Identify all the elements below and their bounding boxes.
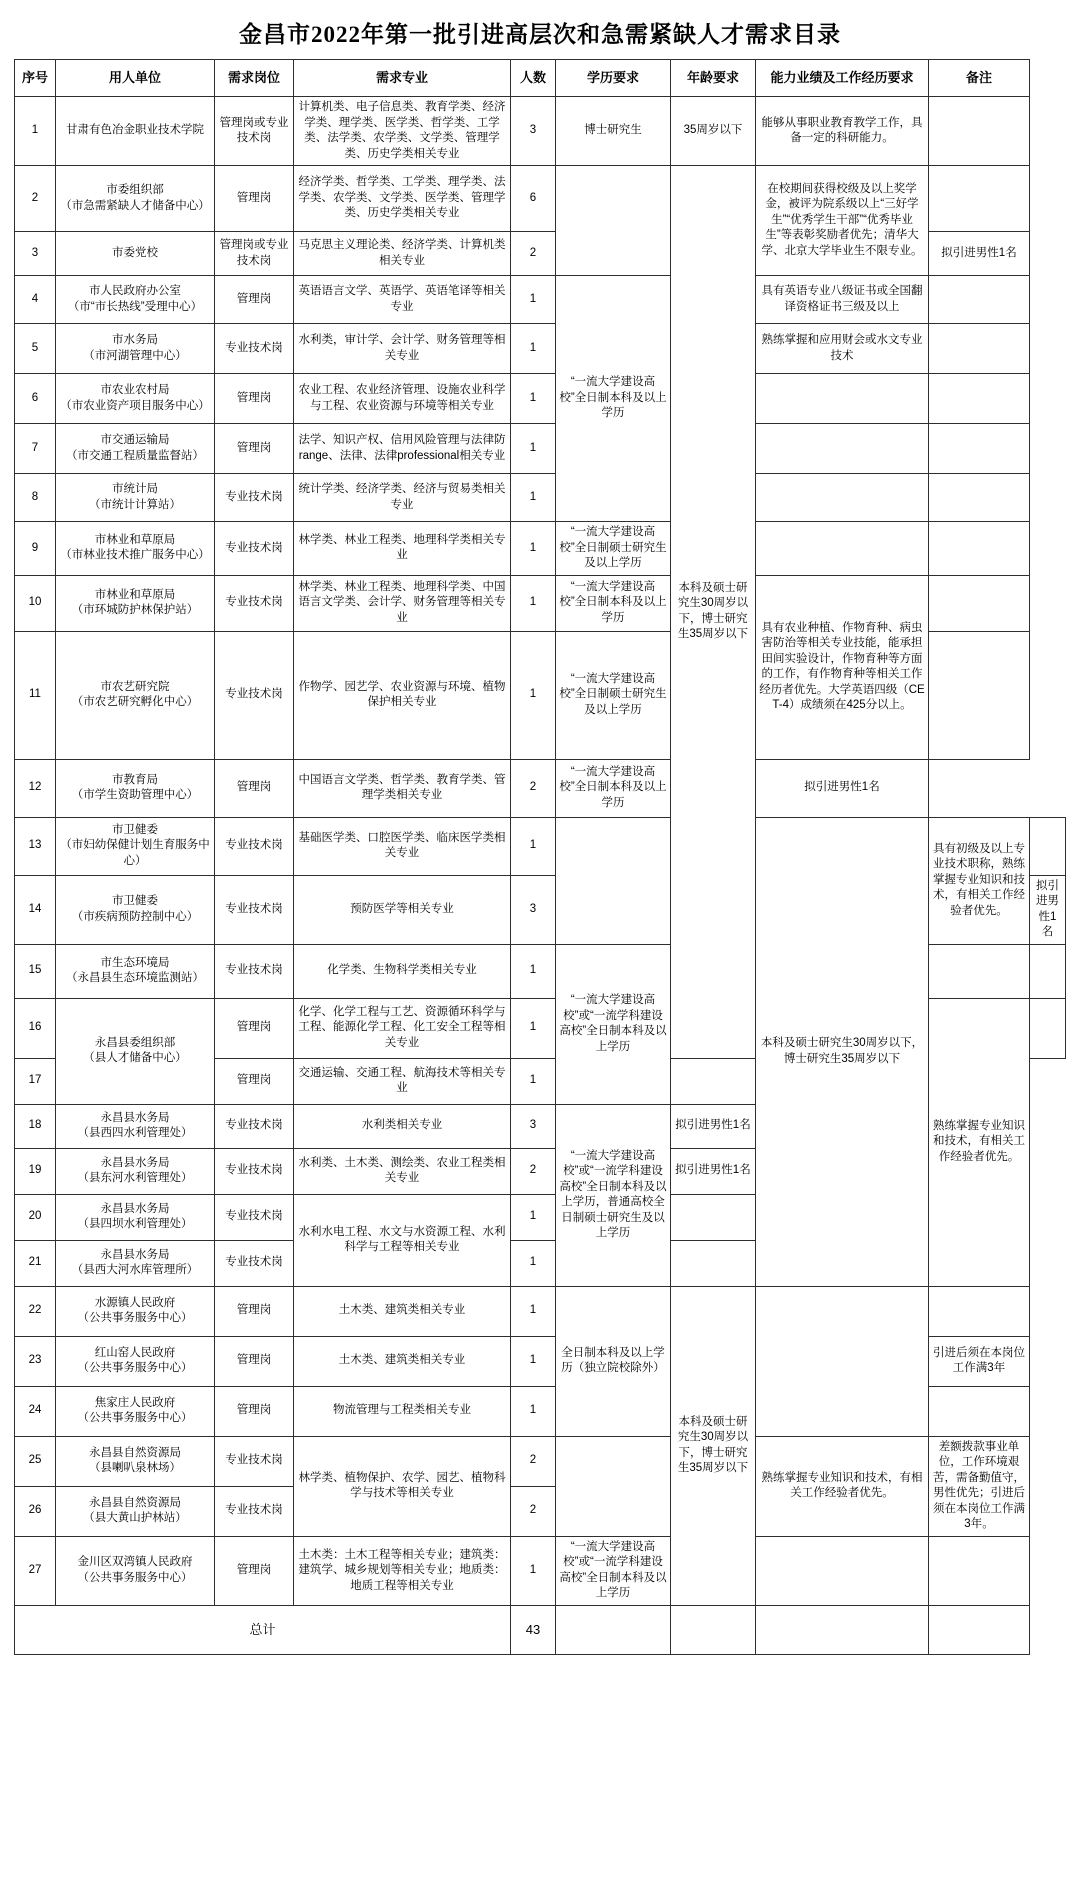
unit-subname: （市农业资产项目服务中心） [60, 399, 210, 412]
cell-major: 经济学类、哲学类、工学类、理学类、法学类、农学类、文学类、医学类、管理学类、历史学类相关专业 [294, 166, 511, 232]
cell-ability [929, 944, 1030, 998]
cell-count: 2 [511, 1486, 556, 1536]
unit-name: 市农艺研究院 [100, 680, 170, 693]
table-row [15, 276, 1066, 324]
cell-post: 专业技术岗 [215, 1104, 294, 1148]
unit-subname: （市环城防护林保护站） [71, 604, 199, 617]
cell-note [929, 1286, 1030, 1336]
cell-post: 专业技术岗 [215, 817, 294, 875]
cell-count: 1 [511, 1240, 556, 1286]
cell-note [929, 166, 1030, 232]
cell-post: 专业技术岗 [215, 1148, 294, 1194]
cell-note: 拟引进男性1名 [756, 759, 929, 817]
cell-unit [56, 1286, 215, 1336]
cell-ability [756, 374, 929, 424]
cell-note: 拟引进男性1名 [929, 232, 1030, 276]
cell-post: 专业技术岗 [215, 1240, 294, 1286]
unit-name: 永昌县自然资源局 [89, 1496, 181, 1509]
unit-name: 永昌县水务局 [100, 1111, 170, 1124]
cell-major: 预防医学等相关专业 [294, 875, 511, 944]
cell-post: 管理岗 [215, 998, 294, 1058]
cell-education: 博士研究生 [556, 97, 671, 166]
cell-ability: 熟练掌握和应用财会或水文专业技术 [756, 324, 929, 374]
cell-post: 管理岗 [215, 1058, 294, 1104]
cell-major: 基础医学类、口腔医学类、临床医学类相关专业 [294, 817, 511, 875]
cell-count: 1 [511, 1336, 556, 1386]
cell-post: 管理岗 [215, 1286, 294, 1336]
cell-major: 水利类相关专业 [294, 1104, 511, 1148]
total-note [929, 1605, 1030, 1654]
cell-note [1030, 817, 1066, 875]
table-body [15, 97, 1066, 1655]
cell-education-merged [556, 166, 671, 276]
cell-count: 1 [511, 1058, 556, 1104]
cell-education-merged [556, 817, 671, 944]
table-row [15, 817, 1066, 875]
cell-index: 12 [15, 759, 56, 817]
header-unit: 用人单位 [56, 60, 215, 97]
cell-unit [56, 759, 215, 817]
unit-subname: （市“市长热线”受理中心） [67, 300, 203, 313]
cell-unit [56, 1486, 215, 1536]
cell-education: “一流大学建设高校”全日制本科及以上学历 [556, 575, 671, 631]
unit-name: 市农业农村局 [100, 384, 170, 397]
cell-education: “一流大学建设高校”全日制本科及以上学历 [556, 759, 671, 817]
cell-index: 7 [15, 424, 56, 474]
cell-ability-merged: 熟练掌握专业知识和技术，有相关工作经验者优先。 [756, 1436, 929, 1536]
cell-unit [56, 1240, 215, 1286]
cell-note [1030, 944, 1066, 998]
cell-major: 作物学、园艺学、农业资源与环境、植物保护相关专业 [294, 631, 511, 759]
cell-note [671, 1240, 756, 1286]
cell-post: 管理岗 [215, 1336, 294, 1386]
cell-index: 10 [15, 575, 56, 631]
cell-major: 英语语言文学、英语学、英语笔译等相关专业 [294, 276, 511, 324]
cell-index: 8 [15, 474, 56, 522]
unit-name: 市统计局 [112, 483, 158, 496]
cell-major: 土木类、建筑类相关专业 [294, 1336, 511, 1386]
page-title: 金昌市2022年第一批引进高层次和急需紧缺人才需求目录 [239, 22, 841, 47]
table-row [15, 97, 1066, 166]
cell-count: 2 [511, 759, 556, 817]
cell-note [929, 575, 1030, 631]
unit-subname: （市统计计算站） [89, 498, 181, 511]
header-ability: 能力业绩及工作经历要求 [756, 60, 929, 97]
cell-post: 专业技术岗 [215, 324, 294, 374]
unit-name: 永昌县自然资源局 [89, 1446, 181, 1459]
cell-note: 拟引进男性1名 [671, 1148, 756, 1194]
cell-unit [56, 817, 215, 875]
cell-unit [56, 875, 215, 944]
cell-ability: 在校期间获得校级及以上奖学金，被评为院系级以上“三好学生”“优秀学生干部”“优秀毕业生”等表彰奖励者优先；清华大学、北京大学毕业生不限专业。 [756, 166, 929, 276]
unit-subname: （县东河水利管理处） [77, 1172, 193, 1185]
table-row [15, 374, 1066, 424]
cell-note [929, 631, 1030, 759]
unit-name: 永昌县水务局 [100, 1156, 170, 1169]
total-ability [756, 1605, 929, 1654]
cell-unit-merged [56, 998, 215, 1104]
unit-name: 市卫健委 [112, 823, 158, 836]
cell-ability [756, 424, 929, 474]
cell-index: 27 [15, 1536, 56, 1605]
cell-post: 专业技术岗 [215, 1436, 294, 1486]
cell-count: 1 [511, 474, 556, 522]
unit-subname: （县西四水利管理处） [77, 1127, 193, 1140]
unit-name: 市教育局 [112, 773, 158, 786]
unit-name: 市林业和草原局 [94, 533, 176, 546]
cell-post: 专业技术岗 [215, 1486, 294, 1536]
header-age: 年龄要求 [671, 60, 756, 97]
cell-index: 11 [15, 631, 56, 759]
cell-post: 管理岗 [215, 276, 294, 324]
unit-name: 永昌县水务局 [100, 1248, 170, 1261]
cell-count: 1 [511, 522, 556, 576]
cell-major: 农业工程、农业经济管理、设施农业科学与工程、农业资源与环境等相关专业 [294, 374, 511, 424]
table-row [15, 522, 1066, 576]
cell-unit [56, 1536, 215, 1605]
cell-note [929, 324, 1030, 374]
cell-count: 1 [511, 1286, 556, 1336]
cell-ability-merged [756, 1286, 929, 1436]
cell-unit [56, 631, 215, 759]
cell-note [929, 522, 1030, 576]
cell-index: 4 [15, 276, 56, 324]
cell-count: 1 [511, 424, 556, 474]
header-education: 学历要求 [556, 60, 671, 97]
cell-note [1030, 998, 1066, 1058]
unit-name: 市林业和草原局 [94, 588, 176, 601]
cell-note [929, 97, 1030, 166]
unit-name: 永昌县水务局 [100, 1202, 170, 1215]
unit-subname: （公共事务服务中心） [77, 1412, 193, 1425]
table-row [15, 424, 1066, 474]
cell-unit [56, 166, 215, 232]
cell-major: 土木类、建筑类相关专业 [294, 1286, 511, 1336]
unit-subname: （市农艺研究孵化中心） [71, 696, 199, 709]
cell-unit [56, 324, 215, 374]
header-post: 需求岗位 [215, 60, 294, 97]
cell-ability [756, 1536, 929, 1605]
unit-subname: （市疾病预防控制中心） [71, 910, 199, 923]
unit-name: 红山窑人民政府 [94, 1346, 176, 1359]
cell-count: 1 [511, 1536, 556, 1605]
unit-name: 焦家庄人民政府 [94, 1396, 176, 1409]
header-row [15, 60, 1066, 97]
cell-count: 3 [511, 1104, 556, 1148]
cell-age-merged: 本科及硕士研究生30周岁以下，博士研究生35周岁以下 [756, 817, 929, 1286]
cell-education-merged: “一流大学建设高校”全日制本科及以上学历 [556, 276, 671, 522]
cell-unit [56, 97, 215, 166]
cell-education-merged [556, 1436, 671, 1536]
cell-major: 计算机类、电子信息类、教育学类、经济学类、理学类、医学类、哲学类、工学类、法学类、农学类、文学类、管理学类、历史学类相关专业 [294, 97, 511, 166]
cell-index: 14 [15, 875, 56, 944]
cell-count: 1 [511, 374, 556, 424]
table-row [15, 575, 1066, 631]
cell-count: 2 [511, 232, 556, 276]
unit-name: 市人民政府办公室 [89, 285, 181, 298]
cell-index: 13 [15, 817, 56, 875]
unit-subname: （公共事务服务中心） [77, 1571, 193, 1584]
cell-unit [56, 575, 215, 631]
cell-count: 2 [511, 1148, 556, 1194]
unit-name: 市交通运输局 [100, 434, 170, 447]
cell-post: 管理岗 [215, 374, 294, 424]
unit-name: 市生态环境局 [100, 956, 170, 969]
cell-count: 1 [511, 1386, 556, 1436]
cell-count: 3 [511, 875, 556, 944]
cell-major: 林学类、林业工程类、地理科学类、中国语言文学类、会计学、财务管理等相关专业 [294, 575, 511, 631]
cell-index: 17 [15, 1058, 56, 1104]
cell-ability [756, 522, 929, 576]
recruitment-table [14, 59, 1066, 1655]
cell-post: 专业技术岗 [215, 474, 294, 522]
cell-ability: 具有英语专业八级证书或全国翻译资格证书三级及以上 [756, 276, 929, 324]
cell-ability-merged: 具有初级及以上专业技术职称，熟练掌握专业知识和技术，有相关工作经验者优先。 [929, 817, 1030, 944]
table-row [15, 324, 1066, 374]
cell-post: 专业技术岗 [215, 575, 294, 631]
cell-note [929, 1386, 1030, 1436]
cell-count: 1 [511, 817, 556, 875]
unit-name: 市卫健委 [112, 895, 158, 908]
table-row [15, 1436, 1066, 1486]
cell-count: 1 [511, 944, 556, 998]
cell-note [929, 424, 1030, 474]
cell-major: 水利类，审计学、会计学、财务管理等相关专业 [294, 324, 511, 374]
cell-post: 专业技术岗 [215, 1194, 294, 1240]
unit-name: 金川区双湾镇人民政府 [77, 1556, 193, 1569]
unit-subname: （市急需紧缺人才储备中心） [60, 199, 210, 212]
cell-post: 管理岗 [215, 166, 294, 232]
cell-index: 25 [15, 1436, 56, 1486]
total-row [15, 1605, 1066, 1654]
cell-age-merged: 本科及硕士研究生30周岁以下，博士研究生35周岁以下 [671, 1286, 756, 1605]
table-header [15, 60, 1066, 97]
cell-post: 管理岗 [215, 759, 294, 817]
cell-unit [56, 522, 215, 576]
unit-subname: （县西大河水库管理所） [71, 1264, 199, 1277]
cell-index: 18 [15, 1104, 56, 1148]
cell-unit [56, 374, 215, 424]
cell-major: 土木类：土木工程等相关专业；建筑类：建筑学、城乡规划等相关专业；地质类：地质工程等相关专业 [294, 1536, 511, 1605]
unit-name: 水源镇人民政府 [94, 1296, 176, 1309]
cell-index: 16 [15, 998, 56, 1058]
unit-subname: （市学生资助管理中心） [71, 789, 199, 802]
header-count: 人数 [511, 60, 556, 97]
unit-subname: （市交通工程质量监督站） [66, 449, 204, 462]
cell-major: 交通运输、交通工程、航海技术等相关专业 [294, 1058, 511, 1104]
unit-subname: （市林业技术推广服务中心） [60, 549, 210, 562]
cell-education-merged: “一流大学建设高校”或“一流学科建设高校”全日制本科及以上学历，普通高校全日制硕士研究生及以上学历 [556, 1104, 671, 1286]
table-row [15, 1536, 1066, 1605]
table-row [15, 474, 1066, 522]
unit-subname: （县喇叭泉林场） [89, 1462, 181, 1475]
cell-count: 6 [511, 166, 556, 232]
cell-index: 3 [15, 232, 56, 276]
cell-index: 21 [15, 1240, 56, 1286]
cell-unit [56, 424, 215, 474]
cell-post: 管理岗 [215, 1536, 294, 1605]
cell-post: 专业技术岗 [215, 875, 294, 944]
table-row [15, 166, 1066, 232]
cell-unit [56, 1104, 215, 1148]
cell-count: 1 [511, 1194, 556, 1240]
cell-note [671, 1058, 756, 1104]
cell-age: 35周岁以下 [671, 97, 756, 166]
unit-name: 甘肃有色冶金职业技术学院 [66, 124, 204, 137]
table-row [15, 1286, 1066, 1336]
unit-subname: （县四坝水利管理处） [77, 1218, 193, 1231]
cell-note-merged: 差额拨款事业单位，工作环境艰苦，需备勤值守，男性优先；引进后须在本岗位工作满3年。 [929, 1436, 1030, 1536]
cell-unit [56, 1436, 215, 1486]
cell-note [929, 374, 1030, 424]
cell-major-merged: 水利水电工程、水文与水资源工程、水利科学与工程等相关专业 [294, 1194, 511, 1286]
cell-ability-merged: 熟练掌握专业知识和技术，有相关工作经验者优先。 [929, 998, 1030, 1286]
cell-education-merged: 全日制本科及以上学历（独立院校除外） [556, 1286, 671, 1436]
cell-count: 1 [511, 575, 556, 631]
cell-major-merged: 林学类、植物保护、农学、园艺、植物科学与技术等相关专业 [294, 1436, 511, 1536]
cell-ability-merged: 具有农业种植、作物育种、病虫害防治等相关专业技能，能承担田间实验设计，作物育种等方面的工作，有作物育种等相关工作经历者优先。大学英语四级（CET-4）成绩须在425分以上。 [756, 575, 929, 759]
cell-ability: 能够从事职业教育教学工作，具备一定的科研能力。 [756, 97, 929, 166]
cell-note [929, 276, 1030, 324]
cell-major: 物流管理与工程类相关专业 [294, 1386, 511, 1436]
cell-post: 专业技术岗 [215, 631, 294, 759]
cell-unit [56, 232, 215, 276]
cell-index: 15 [15, 944, 56, 998]
unit-name: 市委组织部 [106, 184, 164, 197]
cell-post: 管理岗或专业技术岗 [215, 232, 294, 276]
cell-note [929, 1536, 1030, 1605]
table-row [15, 759, 1066, 817]
total-age [671, 1605, 756, 1654]
cell-count: 2 [511, 1436, 556, 1486]
unit-subname: （市妇幼保健计划生育服务中心） [60, 839, 210, 867]
cell-post: 管理岗 [215, 1386, 294, 1436]
cell-count: 1 [511, 631, 556, 759]
unit-subname: （公共事务服务中心） [77, 1362, 193, 1375]
cell-index: 19 [15, 1148, 56, 1194]
cell-major: 马克思主义理论类、经济学类、计算机类相关专业 [294, 232, 511, 276]
cell-index: 23 [15, 1336, 56, 1386]
cell-education-merged: “一流大学建设高校”或“一流学科建设高校”全日制本科及以上学历 [556, 944, 671, 1104]
cell-count: 3 [511, 97, 556, 166]
cell-major: 法学、知识产权、信用风险管理与法律防range、法律、法律professional相关专业 [294, 424, 511, 474]
header-major: 需求专业 [294, 60, 511, 97]
cell-note [929, 474, 1030, 522]
cell-index: 1 [15, 97, 56, 166]
cell-note: 引进后须在本岗位工作满3年 [929, 1336, 1030, 1386]
cell-index: 20 [15, 1194, 56, 1240]
unit-subname: （县大黄山护林站） [83, 1512, 187, 1525]
cell-unit [56, 276, 215, 324]
cell-education: “一流大学建设高校”全日制硕士研究生及以上学历 [556, 631, 671, 759]
cell-major: 统计学类、经济学类、经济与贸易类相关专业 [294, 474, 511, 522]
cell-major: 水利类、土木类、测绘类、农业工程类相关专业 [294, 1148, 511, 1194]
cell-note [671, 1194, 756, 1240]
cell-unit [56, 1386, 215, 1436]
unit-subname: （公共事务服务中心） [77, 1312, 193, 1325]
cell-index: 5 [15, 324, 56, 374]
cell-post: 管理岗或专业技术岗 [215, 97, 294, 166]
cell-post: 专业技术岗 [215, 944, 294, 998]
cell-count: 1 [511, 998, 556, 1058]
unit-subname: （永昌县生态环境监测站） [66, 972, 204, 985]
cell-index: 9 [15, 522, 56, 576]
cell-post: 管理岗 [215, 424, 294, 474]
cell-unit [56, 944, 215, 998]
total-education [556, 1605, 671, 1654]
cell-unit [56, 1194, 215, 1240]
cell-ability [756, 474, 929, 522]
header-index: 序号 [15, 60, 56, 97]
unit-name: 永昌县委组织部 [94, 1036, 176, 1049]
total-label: 总计 [15, 1605, 511, 1654]
cell-index: 24 [15, 1386, 56, 1436]
cell-note: 拟引进男性1名 [1030, 875, 1066, 944]
cell-major: 林学类、林业工程类、地理科学类相关专业 [294, 522, 511, 576]
cell-count: 1 [511, 276, 556, 324]
cell-education: “一流大学建设高校”全日制硕士研究生及以上学历 [556, 522, 671, 576]
cell-count: 1 [511, 324, 556, 374]
unit-subname: （县人才储备中心） [83, 1052, 187, 1065]
cell-major: 中国语言文学类、哲学类、教育学类、管理学类相关专业 [294, 759, 511, 817]
cell-major: 化学类、生物科学类相关专业 [294, 944, 511, 998]
unit-name: 市委党校 [112, 246, 158, 259]
cell-unit [56, 1336, 215, 1386]
cell-unit [56, 474, 215, 522]
cell-age-merged: 本科及硕士研究生30周岁以下，博士研究生35周岁以下 [671, 166, 756, 1059]
unit-name: 市水务局 [112, 334, 158, 347]
cell-index: 26 [15, 1486, 56, 1536]
cell-post: 专业技术岗 [215, 522, 294, 576]
cell-unit [56, 1148, 215, 1194]
unit-subname: （市河湖管理中心） [83, 349, 187, 362]
cell-education: “一流大学建设高校”或“一流学科建设高校”全日制本科及以上学历 [556, 1536, 671, 1605]
cell-index: 2 [15, 166, 56, 232]
cell-note: 拟引进男性1名 [671, 1104, 756, 1148]
cell-index: 22 [15, 1286, 56, 1336]
total-count: 43 [511, 1605, 556, 1654]
cell-index: 6 [15, 374, 56, 424]
header-note: 备注 [929, 60, 1030, 97]
cell-major: 化学、化学工程与工艺、资源循环科学与工程、能源化学工程、化工安全工程等相关专业 [294, 998, 511, 1058]
